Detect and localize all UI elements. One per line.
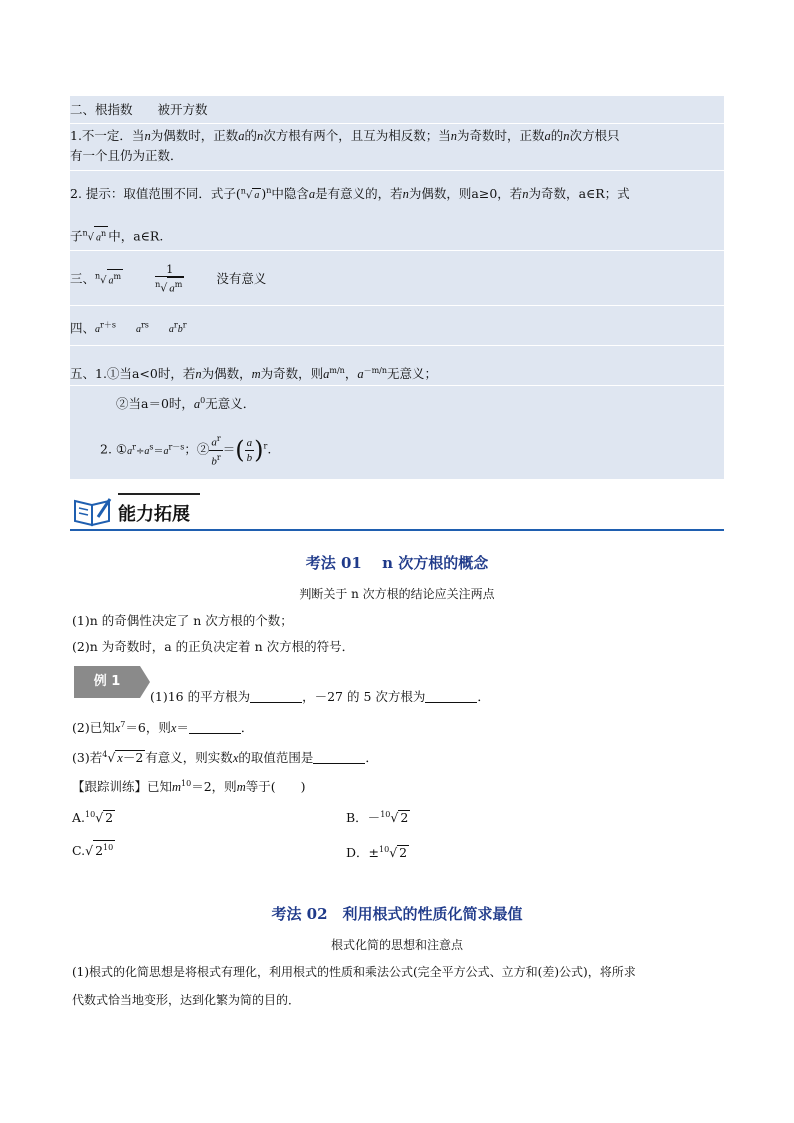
header-rule [70,529,724,531]
text: 有意义，则实数 [145,750,233,766]
text: 为偶数， [201,366,252,382]
text: (2)已知 [72,720,115,736]
text: a∈R；式 [578,186,630,202]
var-n: n [144,129,151,143]
text: 中， [108,228,134,244]
section2-para3 [70,224,724,248]
text: ． [477,689,490,704]
var-m: m [251,367,261,382]
option-label: B．－ [346,810,381,826]
option-d: D．±$^{10}$√ 2 [346,845,408,861]
row-divider [70,250,724,251]
root-expression: $^n$√ a [240,186,260,202]
var-n: n [563,129,570,143]
text: 次方根只 [569,128,620,143]
text: 为奇数，则 [260,366,324,382]
var-n: n [266,186,272,195]
radicand: 2 [105,810,114,826]
text: (3)若 [72,750,103,766]
text: 为偶数，则 [408,186,472,202]
text: a＝0时， [141,396,194,412]
var-n: n [195,367,202,382]
text: a∈R. [133,228,164,244]
example-q3: (3)若$^4$√ x－2 有意义，则实数x的取值范围是 ． [72,750,378,766]
text: 为偶数时，正数 [150,128,239,143]
root-index: 10 [85,810,96,819]
fraction: $\frac{1}{^n√ a^m}$ [155,263,183,295]
text: 五、1.①当 [70,366,132,382]
text: (1)16 的平方根为 [150,689,251,704]
radicand: 2 [399,845,408,861]
text: 的 [244,128,257,143]
text: 子 [70,228,83,244]
root-index: 10 [379,845,390,854]
method1-title: 考法 01 n 次方根的概念 [305,554,489,572]
var-a: a [544,129,551,143]
var-n: n [256,129,264,143]
text: a<0时，若 [131,366,196,382]
example-q1 [150,687,490,707]
var-a: a [238,129,245,143]
method2-title: 考法 02 利用根式的性质化简求最值 [271,905,523,923]
fraction-numerator: 1 [155,263,184,277]
text: 中隐含 [271,186,309,202]
text: 2. ① [100,441,128,457]
section-header [70,493,724,531]
text: 的取值范围是 [238,750,314,766]
answer-blank [250,690,302,703]
var-n: n [450,129,457,143]
text: 的 [550,128,564,143]
root-index: 10 [380,810,391,819]
option-b: B．－$^{10}$√ 2 [346,810,409,826]
section5-para1: 五、1.①当a<0时，若n为偶数，m为奇数，则$a^{m/n}$，$a^{-m/n}$无意义； [70,366,438,382]
section4: 四、$a^{r+s}$ $a^{rs}$ $a^rb^r$ [70,320,187,336]
var-a: a [254,190,260,202]
root-expression: $^n$√ $a^m$ [95,275,123,286]
var-a: a [308,187,316,202]
text: 无意义． [205,396,256,412]
text: ) [261,186,267,202]
method2-para2: 代数式恰当地变形，达到化繁为简的目的． [72,993,301,1007]
row-divider [70,305,724,306]
header-top-rule [118,493,200,495]
method1-point1: (1)n 的奇偶性决定了 n 次方根的个数； [72,613,293,628]
row-divider [70,385,724,386]
example-q2: (2)已知$x^7=6$，则x＝ ． [72,720,254,736]
var-n: n [402,187,409,202]
section2-para2 [70,181,724,206]
answer-blank [189,721,241,734]
text: 【跟踪训练】已知 [72,779,173,795]
example-badge: 例 1 [74,666,140,698]
exponent: 10 [103,843,114,852]
option-label: A. [72,810,86,826]
text: ，－27 的 5 次方根为 [302,689,426,704]
text: 1.不一定．当 [70,128,145,143]
text: ；② [184,441,210,457]
section3-title: 三、 [70,270,96,286]
section5-para3: 2. $①a^r\div a^s=a^{r-s}$；② $\frac{a^r}{b^r}$ ＝( $\frac{a}{b}$ )$^r$. [100,434,272,468]
method2-para1: (1)根式的化简思想是将根式有理化，利用根式的性质和乘法公式(完全平方公式、立方和(差)公式)，将所求 [72,965,636,979]
answer-blank [425,690,477,703]
option-label: D．± [346,845,379,861]
method1-point2: (2)n 为奇数时，a 的正负决定着 n 次方根的符号． [72,639,355,654]
section2-para1 [70,126,724,166]
section4-title: 四、 [70,320,96,336]
radicand: 2 [400,810,409,826]
text: ． [240,720,254,736]
option-a: A.$^{10}$√ 2 [72,810,114,826]
radicand: 2 [95,843,104,859]
text: 无意义； [387,366,438,382]
method1-subtitle: 判断关于 n 次方根的结论应关注两点 [299,587,495,601]
text: ＝6，则 [125,720,171,736]
row-divider [70,170,724,171]
header-title: 能力拓展 [118,504,190,525]
var-n: n [522,187,529,202]
text: 是有意义的，若 [315,186,403,202]
section2-title [70,100,724,120]
text: ＝ [176,720,189,736]
section3 [70,263,724,296]
text: 等于( ) [245,779,306,795]
text: ＝2，则 [191,779,237,795]
book-pencil-icon [72,495,114,529]
option-label: C. [72,843,86,859]
root-expression: $^n$√ $a^n$ [83,232,109,243]
text: 为奇数时，正数 [456,128,545,143]
text: 2. 提示：取值范围不同．式子( [70,186,241,202]
meaningless-text: 没有意义 [216,270,267,286]
section5-para2: ②当a＝0时，$a^0$无意义． [116,396,256,412]
row-divider [70,345,724,346]
text: a≥0，若 [471,186,523,202]
answer-blank [313,751,365,764]
method2-subtitle: 根式化简的思想和注意点 [330,938,463,952]
row-divider [70,123,724,124]
text: ． [365,750,378,766]
text: 次方根有两个，且互为相反数；当 [263,128,451,143]
followup-question: 【跟踪训练】已知$m^{10}=2$，则m等于( ) [72,779,306,795]
text: 有一个且仍为正数． [70,148,183,163]
text: 为奇数， [528,186,579,202]
text: ②当 [116,396,142,412]
option-c: C.√ $2^{10}$ [72,840,115,861]
section2-title-text: 二、根指数 被开方数 [70,102,208,117]
